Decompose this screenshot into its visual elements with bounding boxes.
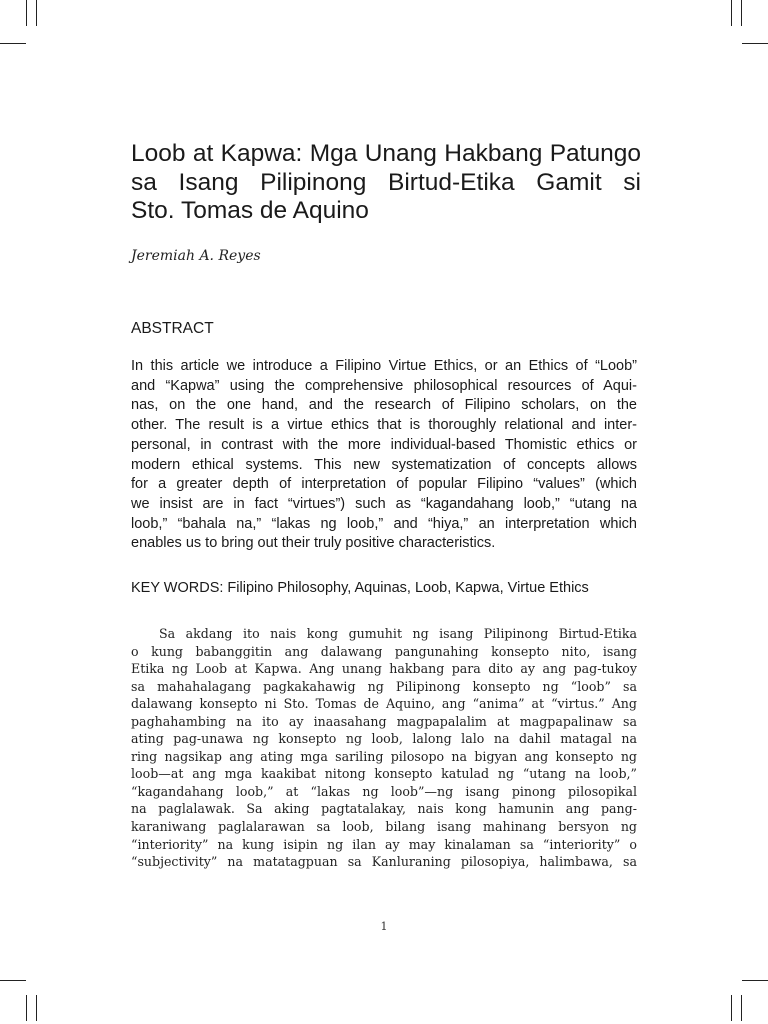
abstract-line: nas, on the one hand, and the research of Filipino scholars, on the <box>131 397 637 414</box>
crop-mark <box>742 43 768 44</box>
abstract-line: we insist are in fact “virtues”) such as “kagandahang loob,” “utang na <box>131 495 637 512</box>
crop-mark <box>0 980 26 981</box>
abstract-heading: ABSTRACT <box>131 320 214 337</box>
abstract-text <box>131 357 637 554</box>
abstract-line: enables us to bring out their truly positive characteristics. <box>131 535 496 552</box>
abstract-line: and “Kapwa” using the comprehensive philosophical resources of Aqui- <box>131 377 637 394</box>
abstract-line: In this article we introduce a Filipino Virtue Ethics, or an Ethics of “Loob” <box>131 358 637 374</box>
crop-mark <box>36 995 37 1021</box>
body-line: sa mahahalagang pagkakahawig ng Pilipinong konsepto ng “loob” sa <box>131 678 637 694</box>
body-line: “kagandahang loob,” at “lakas ng loob”—ng isang pinong pilosopikal <box>131 783 637 799</box>
body-line: karaniwang paglalarawan sa loob, bilang isang mahinang bersyon ng <box>131 819 637 835</box>
article-title <box>131 140 641 226</box>
crop-mark <box>36 0 37 26</box>
body-paragraph <box>131 625 637 871</box>
title-line: Loob at Kapwa: Mga Unang Hakbang Patungo <box>131 140 641 167</box>
body-line: ating pag-unawa ng konsepto ng loob, lalong lalo na dahil matagal na <box>131 731 637 747</box>
body-line: paghahambing na ito ay inaasahang magpapalalim at magpapalinaw sa <box>131 713 637 729</box>
author-name: Jeremiah A. Reyes <box>131 248 261 264</box>
body-line: ring nagsikap ang ating mga sariling pilosopo na bigyan ang konsepto ng <box>131 748 637 764</box>
crop-mark <box>0 43 26 44</box>
body-line: na paglalawak. Sa aking pagtatalakay, nais kong hamunin ang pang- <box>131 801 637 817</box>
body-line: dalawang konsepto ni Sto. Tomas de Aquino, ang “anima” at “virtus.” Ang <box>131 696 637 712</box>
body-line: “interiority” na kung isipin ng ilan ay may kinalaman sa “interiority” o <box>131 836 637 852</box>
crop-mark <box>742 980 768 981</box>
crop-mark <box>731 995 732 1021</box>
abstract-line: loob,” “bahala na,” “lakas ng loob,” and “hiya,” an interpretation which <box>131 515 637 532</box>
crop-mark <box>731 0 732 26</box>
abstract-line: personal, in contrast with the more individual-based Thomistic ethics or <box>131 436 637 453</box>
body-line: “subjectivity” na matatagpuan sa Kanluraning pilosopiya, halimbawa, sa <box>131 854 637 870</box>
title-line: Sto. Tomas de Aquino <box>131 197 369 224</box>
title-line: sa Isang Pilipinong Birtud-Etika Gamit si <box>131 168 641 196</box>
crop-mark <box>26 0 27 26</box>
keywords: KEY WORDS: Filipino Philosophy, Aquinas, Loob, Kapwa, Virtue Ethics <box>131 580 589 596</box>
abstract-line: other. The result is a virtue ethics that is thoroughly relational and inter- <box>131 417 637 434</box>
body-line: loob—at ang mga kaakibat nitong konsepto katulad ng “utang na loob,” <box>131 766 637 782</box>
crop-mark <box>26 995 27 1021</box>
body-line: o kung babanggitin ang dalawang pangunahing konsepto nito, isang <box>131 643 637 659</box>
body-line: Sa akdang ito nais kong gumuhit ng isang Pilipinong Birtud-Etika <box>159 626 637 641</box>
abstract-line: modern ethical systems. This new systematization of concepts allows <box>131 456 637 473</box>
crop-mark <box>741 995 742 1021</box>
body-line: Etika ng Loob at Kapwa. Ang unang hakbang para dito ay ang pag-tukoy <box>131 661 637 677</box>
page-number: 1 <box>380 920 388 933</box>
abstract-line: for a greater depth of interpretation of popular Filipino “values” (which <box>131 476 637 493</box>
crop-mark <box>741 0 742 26</box>
